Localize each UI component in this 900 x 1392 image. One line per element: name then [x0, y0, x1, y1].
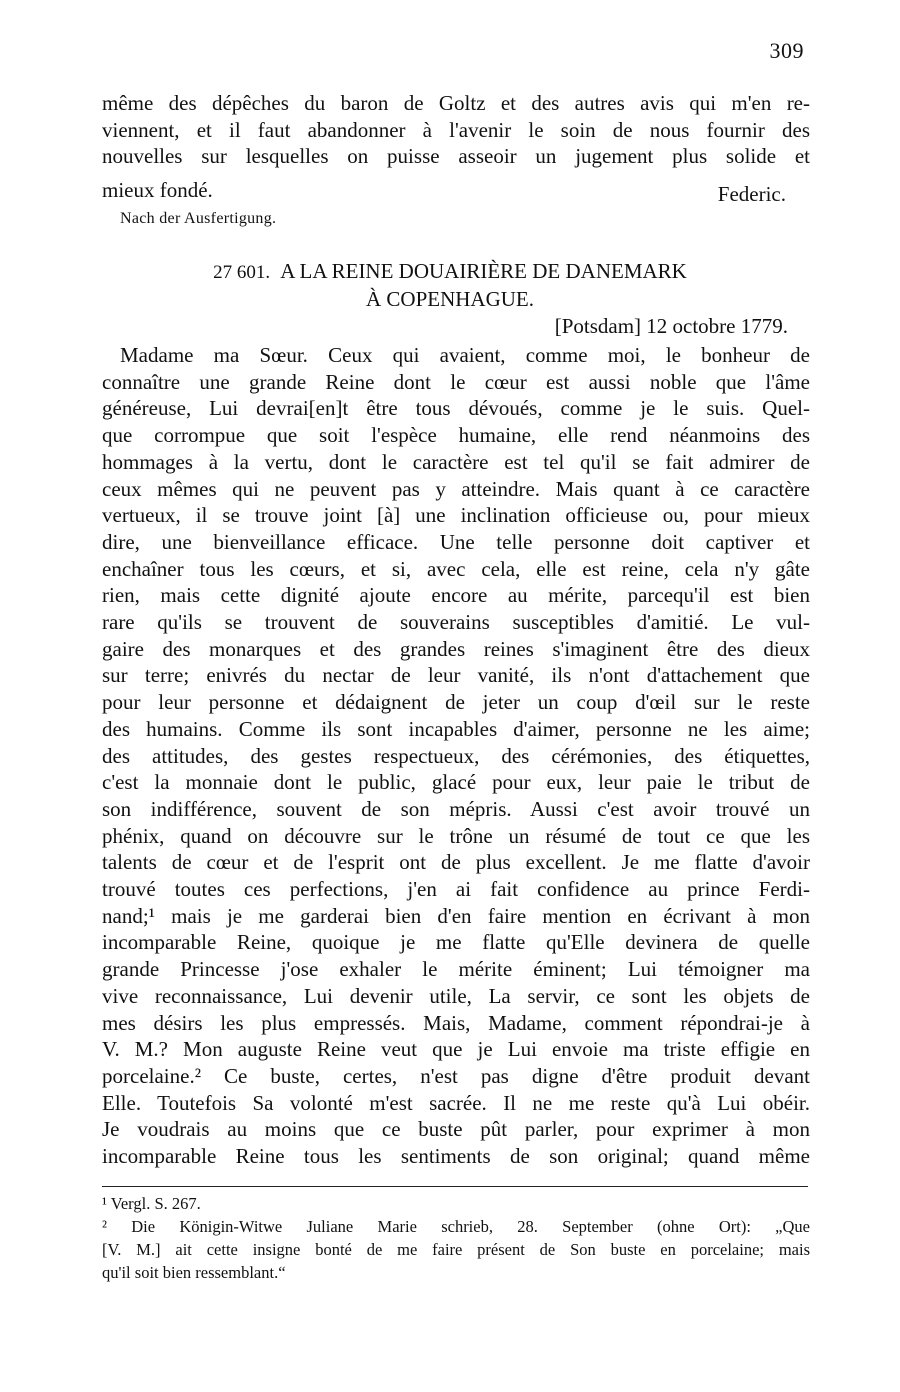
body-line: rare qu'ils se trouvent de souverains susceptibles d'amitié. Le vul-	[102, 610, 810, 635]
body-line: connaître une grande Reine dont le cœur est aussi noble que l'âme	[102, 369, 810, 394]
heading-title: A LA REINE DOUAIRIÈRE DE DANEMARK	[280, 259, 687, 283]
body-line: hommages à la vertu, dont le caractère est tel qu'il se fait admirer de	[102, 449, 810, 474]
body-line: nand;¹ mais je me garderai bien d'en faire mention en écrivant à mon	[102, 903, 810, 928]
body-line: mes désirs les plus empressés. Mais, Madame, comment répondrai-je à	[102, 1010, 810, 1035]
body-line: vive reconnaissance, Lui devenir utile, La servir, ce sont les objets de	[102, 983, 810, 1008]
body-line: grande Princesse j'ose exhaler le mérite éminent; Lui témoigner ma	[102, 957, 810, 982]
letter-body	[102, 342, 810, 1170]
body-line: pour leur personne et dédaignent de jeter un coup d'œil sur le reste	[102, 690, 810, 715]
body-line: incomparable Reine, quoique je me flatte qu'Elle devinera de quelle	[102, 930, 810, 955]
page-number: 309	[769, 38, 804, 63]
footnote-2-line: qu'il soit bien ressemblant.“	[102, 1263, 286, 1282]
heading-line-1	[0, 258, 900, 286]
body-line: talents de cœur et de l'esprit ont de plus excellent. Je me flatte d'avoir	[102, 850, 810, 875]
body-line: phénix, quand on découvre sur le trône un résumé de tout ce que les	[102, 823, 810, 848]
body-line: généreuse, Lui devrai[en]t être tous dévoués, comme je le suis. Quel-	[102, 396, 810, 421]
body-line: gaire des monarques et des grandes reines s'imaginent être des dieux	[102, 636, 810, 661]
footnotes	[102, 1192, 810, 1284]
body-line: vertueux, il se trouve joint [à] une inclination officieuse ou, pour mieux	[102, 503, 810, 528]
letter-heading	[0, 258, 900, 312]
footnote-rule	[102, 1186, 808, 1187]
intro-line: viennent, et il faut abandonner à l'avenir le soin de nous fournir des	[102, 117, 810, 142]
signature: Federic.	[717, 182, 786, 206]
intro-line: même des dépêches du baron de Goltz et des autres avis qui m'en re-	[102, 91, 810, 115]
intro-paragraph	[102, 90, 810, 170]
body-line: dire, une bienveillance efficace. Une telle personne doit captiver et	[102, 529, 810, 554]
intro-last-line: mieux fondé.	[102, 178, 213, 202]
heading-line-2: À COPENHAGUE.	[366, 287, 534, 311]
body-line: des humains. Comme ils sont incapables d'aimer, personne ne les aime;	[102, 716, 810, 741]
body-line: Elle. Toutefois Sa volonté m'est sacrée. Il ne me reste qu'à Lui obéir.	[102, 1090, 810, 1115]
body-line: que corrompue que soit l'espèce humaine, elle rend néanmoins des	[102, 423, 810, 448]
body-line: incomparable Reine tous les sentiments de son original; quand même	[102, 1144, 810, 1169]
body-line: c'est la monnaie dont le public, glacé pour eux, leur paie le tribut de	[102, 770, 810, 795]
body-line: V. M.? Mon auguste Reine veut que je Lui envoie ma triste effigie en	[102, 1037, 810, 1062]
body-line: sur terre; enivrés du nectar de leur vanité, ils n'ont d'attachement que	[102, 663, 810, 688]
date-line: [Potsdam] 12 octobre 1779.	[554, 314, 788, 338]
body-line: porcelaine.² Ce buste, certes, n'est pas digne d'être produit devant	[102, 1063, 810, 1088]
intro-line: nouvelles sur lesquelles on puisse asseoir un jugement plus solide et	[102, 144, 810, 169]
body-line: des attitudes, des gestes respectueux, des cérémonies, des étiquettes,	[102, 743, 810, 768]
footnote-2-line: [V. M.] ait cette insigne bonté de me faire présent de Son buste en porcelaine; mais	[102, 1240, 810, 1259]
footnote-1: ¹ Vergl. S. 267.	[102, 1194, 201, 1213]
body-line: son indifférence, souvent de son mépris. Aussi c'est avoir trouvé un	[102, 796, 810, 821]
body-line: enchaîner tous les cœurs, et si, avec cela, elle est reine, cela n'y gâte	[102, 556, 810, 581]
body-line: ceux mêmes qui ne peuvent pas y atteindre. Mais quant à ce caractère	[102, 476, 810, 501]
body-line: trouvé toutes ces perfections, j'en ai fait confidence au prince Ferdi-	[102, 877, 810, 902]
body-line: Je voudrais au moins que ce buste pût parler, pour exprimer à mon	[102, 1117, 810, 1142]
letter-number: 27 601.	[213, 262, 271, 283]
body-line: Madame ma Sœur. Ceux qui avaient, comme moi, le bonheur de	[120, 343, 810, 367]
footnote-2-line: ² Die Königin-Witwe Juliane Marie schrieb, 28. September (ohne Ort): „Que	[102, 1217, 810, 1236]
source-note: Nach der Ausfertigung.	[120, 210, 277, 227]
body-line: rien, mais cette dignité ajoute encore au mérite, parcequ'il est bien	[102, 583, 810, 608]
